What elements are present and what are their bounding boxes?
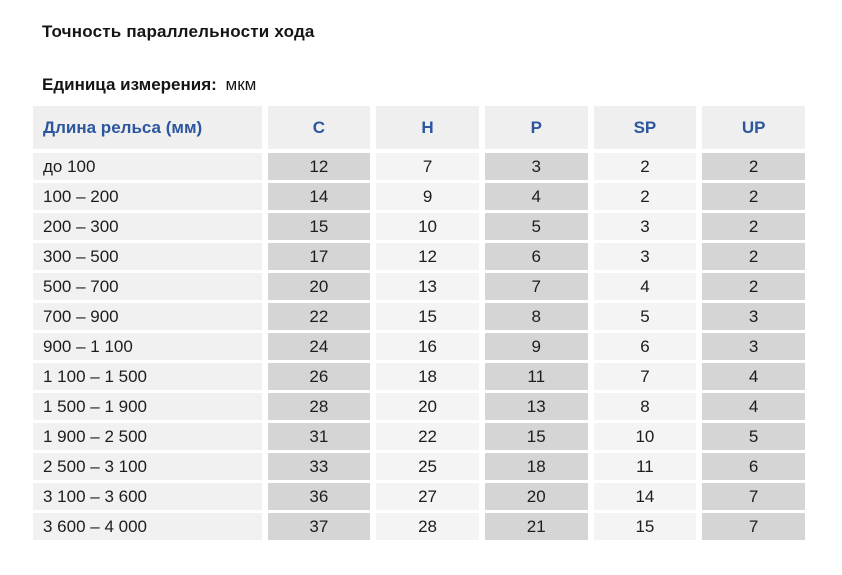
value-cell: 28 <box>262 393 371 423</box>
value-cell: 4 <box>696 363 805 393</box>
column-header-c: C <box>262 106 371 153</box>
table-row <box>33 153 805 183</box>
value-cell: 8 <box>588 393 697 423</box>
value-cell: 8 <box>479 303 588 333</box>
table-body <box>33 153 805 543</box>
value-cell: 5 <box>479 213 588 243</box>
value-cell: 6 <box>588 333 697 363</box>
value-cell: 13 <box>479 393 588 423</box>
column-header-h: H <box>370 106 479 153</box>
rail-length-cell: до 100 <box>33 153 262 183</box>
value-cell: 22 <box>262 303 371 333</box>
value-cell: 2 <box>696 273 805 303</box>
value-cell: 14 <box>262 183 371 213</box>
value-cell: 17 <box>262 243 371 273</box>
value-cell: 7 <box>696 483 805 513</box>
rail-length-cell: 1 500 – 1 900 <box>33 393 262 423</box>
value-cell: 28 <box>370 513 479 543</box>
value-cell: 31 <box>262 423 371 453</box>
column-header-p: P <box>479 106 588 153</box>
value-cell: 5 <box>696 423 805 453</box>
value-cell: 12 <box>262 153 371 183</box>
value-cell: 2 <box>588 153 697 183</box>
value-cell: 6 <box>479 243 588 273</box>
value-cell: 18 <box>479 453 588 483</box>
value-cell: 15 <box>588 513 697 543</box>
table-header <box>33 106 805 153</box>
value-cell: 4 <box>479 183 588 213</box>
table-row <box>33 213 805 243</box>
value-cell: 20 <box>262 273 371 303</box>
rail-length-cell: 500 – 700 <box>33 273 262 303</box>
value-cell: 3 <box>588 213 697 243</box>
table-row <box>33 453 805 483</box>
value-cell: 12 <box>370 243 479 273</box>
value-cell: 4 <box>588 273 697 303</box>
value-cell: 22 <box>370 423 479 453</box>
value-cell: 7 <box>588 363 697 393</box>
rail-length-cell: 100 – 200 <box>33 183 262 213</box>
table-row <box>33 333 805 363</box>
value-cell: 11 <box>479 363 588 393</box>
rail-length-cell: 200 – 300 <box>33 213 262 243</box>
value-cell: 21 <box>479 513 588 543</box>
value-cell: 25 <box>370 453 479 483</box>
rail-length-cell: 300 – 500 <box>33 243 262 273</box>
value-cell: 5 <box>588 303 697 333</box>
rail-length-cell: 700 – 900 <box>33 303 262 333</box>
table-header-row <box>33 106 805 153</box>
value-cell: 7 <box>370 153 479 183</box>
unit-value: мкм <box>225 75 257 95</box>
value-cell: 20 <box>370 393 479 423</box>
value-cell: 2 <box>696 183 805 213</box>
table-row <box>33 513 805 543</box>
value-cell: 4 <box>696 393 805 423</box>
table-row <box>33 273 805 303</box>
page-title: Точность параллельности хода <box>42 22 315 41</box>
column-header-rail-length: Длина рельса (мм) <box>33 106 262 153</box>
value-cell: 15 <box>262 213 371 243</box>
value-cell: 3 <box>588 243 697 273</box>
value-cell: 26 <box>262 363 371 393</box>
value-cell: 16 <box>370 333 479 363</box>
table-row <box>33 183 805 213</box>
value-cell: 10 <box>588 423 697 453</box>
value-cell: 11 <box>588 453 697 483</box>
table-row <box>33 363 805 393</box>
value-cell: 6 <box>696 453 805 483</box>
value-cell: 14 <box>588 483 697 513</box>
value-cell: 36 <box>262 483 371 513</box>
value-cell: 37 <box>262 513 371 543</box>
value-cell: 33 <box>262 453 371 483</box>
value-cell: 13 <box>370 273 479 303</box>
value-cell: 3 <box>479 153 588 183</box>
table-row <box>33 303 805 333</box>
parallelism-accuracy-table <box>33 106 805 543</box>
value-cell: 3 <box>696 303 805 333</box>
unit-of-measure <box>42 75 806 95</box>
value-cell: 18 <box>370 363 479 393</box>
table-row <box>33 423 805 453</box>
rail-length-cell: 1 100 – 1 500 <box>33 363 262 393</box>
value-cell: 24 <box>262 333 371 363</box>
table-row <box>33 483 805 513</box>
rail-length-cell: 1 900 – 2 500 <box>33 423 262 453</box>
table-row <box>33 393 805 423</box>
rail-length-cell: 2 500 – 3 100 <box>33 453 262 483</box>
value-cell: 2 <box>696 213 805 243</box>
table-row <box>33 243 805 273</box>
rail-length-cell: 3 100 – 3 600 <box>33 483 262 513</box>
value-cell: 9 <box>370 183 479 213</box>
value-cell: 20 <box>479 483 588 513</box>
value-cell: 2 <box>696 153 805 183</box>
value-cell: 3 <box>696 333 805 363</box>
column-header-sp: SP <box>588 106 697 153</box>
column-header-up: UP <box>696 106 805 153</box>
rail-length-cell: 900 – 1 100 <box>33 333 262 363</box>
value-cell: 10 <box>370 213 479 243</box>
value-cell: 27 <box>370 483 479 513</box>
value-cell: 15 <box>370 303 479 333</box>
value-cell: 9 <box>479 333 588 363</box>
value-cell: 2 <box>696 243 805 273</box>
value-cell: 2 <box>588 183 697 213</box>
value-cell: 7 <box>696 513 805 543</box>
value-cell: 15 <box>479 423 588 453</box>
rail-length-cell: 3 600 – 4 000 <box>33 513 262 543</box>
unit-label: Единица измерения: <box>42 75 217 95</box>
value-cell: 7 <box>479 273 588 303</box>
